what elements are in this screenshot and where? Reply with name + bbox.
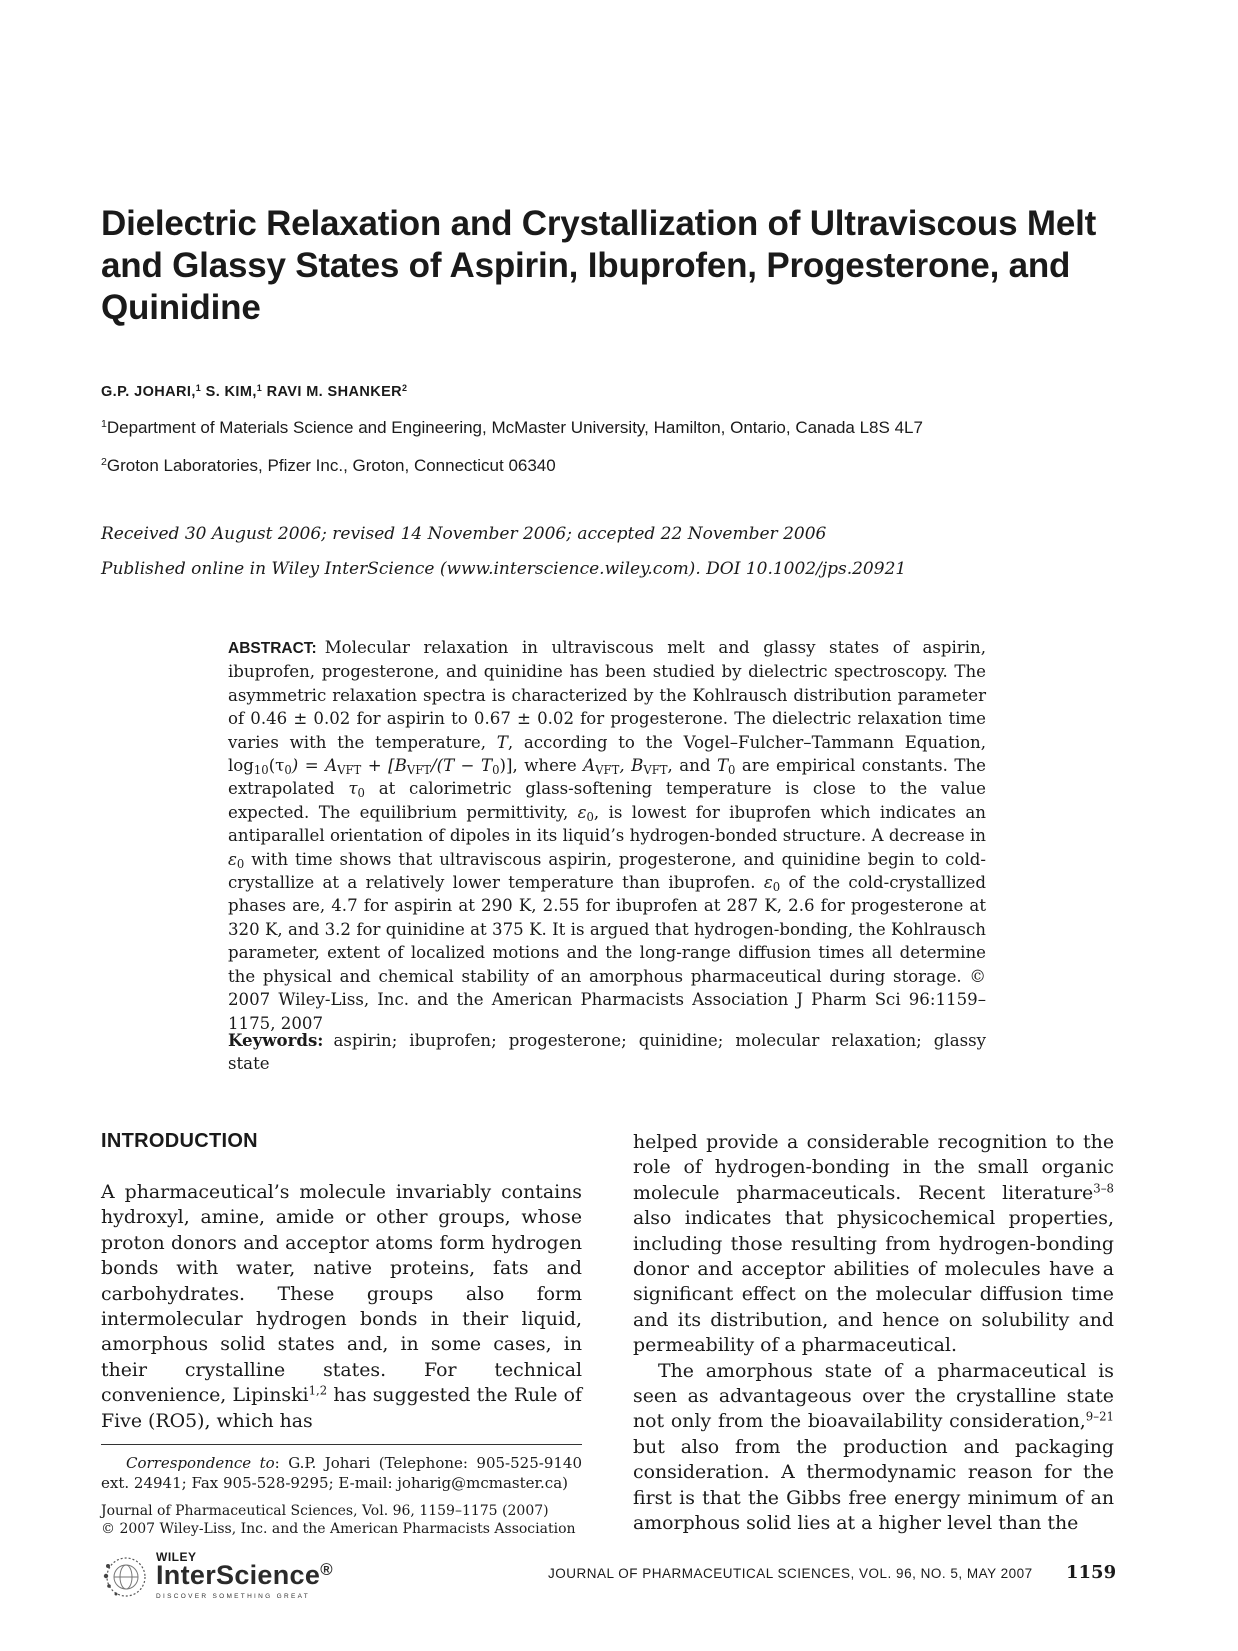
math-subscript: VFT	[643, 762, 668, 777]
logo-tagline: DISCOVER SOMETHING GREAT	[156, 1593, 311, 1600]
body-text: but also from the production and packaging consideration. A thermodynamic reason for the first is that the Gibbs free energy minimum of an amorphous solid lies at a higher level than the	[633, 1435, 1114, 1535]
abstract-text: , and	[667, 756, 717, 776]
math-symbol: (τ	[268, 756, 285, 776]
abstract-text: are empirical constants. The extrapolated	[228, 756, 987, 799]
author-name: RAVI M. SHANKER	[266, 384, 403, 400]
abstract-text: , according to the Vogel–Fulcher–Tammann Equation, log	[228, 732, 986, 776]
math-subscript: 0	[236, 856, 245, 871]
body-column-left	[101, 1180, 582, 1434]
abstract-text: , where	[512, 756, 584, 776]
body-text: has suggested the Rule of Five (RO5), which has	[101, 1384, 582, 1432]
math-symbol: ε	[228, 849, 237, 869]
logo-wiley-text: WILEY	[156, 1550, 197, 1564]
math-symbol: + [B	[361, 756, 407, 776]
author-list	[101, 384, 407, 400]
body-text: helped provide a considerable recognition to the role of hydrogen-bonding in the small organic molecule pharmaceuticals. Recent literature	[633, 1131, 1114, 1204]
citation-ref: 3–8	[1093, 1181, 1114, 1196]
affiliation-marker: 2	[402, 383, 408, 394]
publication-info: Published online in Wiley InterScience (www.interscience.wiley.com). DOI 10.1002/jps.20921	[101, 559, 907, 579]
math-symbol: ε	[577, 802, 587, 822]
received-dates: Received 30 August 2006; revised 14 November 2006; accepted 22 November 2006	[101, 524, 827, 544]
math-symbol: ) = A	[291, 756, 338, 776]
abstract	[228, 636, 986, 1035]
affiliation-marker: 1	[195, 383, 202, 394]
abstract-text: , is lowest for ibuprofen which indicates an antiparallel orientation of dipoles in its liquid’s hydrogen-bonded structure. A decrease in	[228, 802, 986, 846]
page-number: 1159	[1066, 1562, 1117, 1583]
citation-ref: 1,2	[308, 1383, 328, 1398]
body-text: The amorphous state of a pharmaceutical is seen as advantageous over the crystalline state not only from the bioavailability consideration,	[633, 1359, 1114, 1433]
math-symbol: T	[496, 732, 508, 752]
body-paragraph	[633, 1130, 1114, 1359]
affiliation-marker: 2	[101, 456, 107, 469]
math-symbol: T	[716, 756, 729, 776]
math-subscript: VFT	[337, 762, 362, 777]
affiliation-marker: 1	[256, 383, 263, 394]
journal-citation	[101, 1502, 582, 1538]
math-subscript: 0	[357, 786, 365, 801]
affiliation-text: Department of Materials Science and Engineering, McMaster University, Hamilton, Ontario, Canada L8S 4L7	[106, 418, 923, 437]
correspondence-footnote	[101, 1453, 582, 1493]
body-paragraph	[633, 1359, 1114, 1537]
math-symbol: τ	[348, 779, 358, 799]
abstract-text: of the cold-crystallized phases are, 4.7 for aspirin at 290 K, 2.55 for ibuprofen at 287 K, 2.6 for progesterone at 320 K, and 3.2 for quinidine at 375 K. It is argued that hydrogen-bonding, the Kohlrausch parameter, extent of localized motions and the long-range diffusion times all determine the physical and chemical stability of an amorphous pharmaceutical during storage. © 2007 Wiley-Liss, Inc. and the American Pharmacists Association J Pharm Sci 96:1159–1175, 2007	[228, 873, 986, 1033]
abstract-text: Molecular relaxation in ultraviscous melt and glassy states of aspirin, ibuprofen, progesterone, and quinidine has been studied by dielectric spectroscopy. The asymmetric relaxation spectra is characterized by the Kohlrausch distribution parameter of 0.46 ± 0.02 for aspirin to 0.67 ± 0.02 for progesterone. The dielectric relaxation time varies with the temperature,	[228, 638, 986, 752]
journal-line: Journal of Pharmaceutical Sciences, Vol. 96, 1159–1175 (2007)	[101, 1503, 549, 1519]
body-text: also indicates that physicochemical properties, including those resulting from hydrogen-bonding donor and acceptor abilities of molecules have a significant effect on the molecular diffusion time and its distribution, and hence on solubility and permeability of a pharmaceutical.	[633, 1207, 1114, 1357]
keywords-text: aspirin; ibuprofen; progesterone; quinidine; molecular relaxation; glassy state	[228, 1031, 986, 1074]
body-paragraph	[101, 1180, 582, 1434]
abstract-text: at calorimetric glass-softening temperature is close to the value expected. The equilibrium permittivity,	[228, 779, 986, 822]
affiliation	[101, 456, 556, 476]
globe-icon	[100, 1552, 154, 1602]
math-subscript: 0	[728, 762, 736, 777]
body-column-right	[633, 1130, 1114, 1537]
section-heading: INTRODUCTION	[101, 1130, 258, 1152]
affiliation-marker: 1	[101, 418, 107, 431]
footnote-label: Correspondence to	[126, 1454, 275, 1472]
logo-interscience-text	[156, 1560, 333, 1591]
abstract-label: ABSTRACT:	[228, 640, 317, 657]
affiliation-text: Groton Laboratories, Pfizer Inc., Groton, Connecticut 06340	[106, 456, 556, 475]
footnote-divider	[101, 1444, 582, 1445]
paper-title: Dielectric Relaxation and Crystallization of Ultraviscous Melt and Glassy States of Aspirin, Ibuprofen, Progesterone, and Quinidine	[101, 204, 1097, 327]
abstract-text: with time shows that ultraviscous aspirin, progesterone, and quinidine begin to cold-crystallize at a relatively lower temperature than ibuprofen.	[228, 849, 986, 893]
registered-mark: ®	[320, 1559, 333, 1579]
math-symbol: ε	[763, 873, 773, 893]
author-name: G.P. JOHARI,	[101, 384, 196, 400]
math-subscript: 0	[492, 762, 500, 777]
footnote-text: : G.P. Johari (Telephone: 905-525-9140 ext. 24941; Fax 905-528-9295; E-mail: joharig@mcmaster.ca)	[101, 1454, 582, 1492]
math-symbol: )]	[499, 756, 513, 776]
math-symbol: , B	[619, 756, 644, 776]
math-subscript: VFT	[406, 762, 432, 777]
math-subscript: 0	[586, 809, 594, 824]
math-subscript: 0	[284, 762, 292, 777]
math-symbol: A	[583, 756, 596, 776]
author-name: S. KIM,	[205, 384, 257, 400]
copyright-line: © 2007 Wiley-Liss, Inc. and the American Pharmacists Association	[101, 1521, 576, 1537]
math-subscript: 10	[253, 762, 269, 777]
affiliation	[101, 418, 923, 438]
citation-ref: 9–21	[1085, 1410, 1114, 1425]
math-subscript: VFT	[595, 762, 620, 777]
keywords-label: Keywords:	[228, 1030, 324, 1050]
wiley-interscience-logo	[100, 1550, 350, 1602]
keywords	[228, 1029, 986, 1076]
running-footer: JOURNAL OF PHARMACEUTICAL SCIENCES, VOL. 96, NO. 5, MAY 2007	[548, 1566, 1033, 1581]
math-symbol: /(T − T	[431, 756, 493, 776]
logo-wordmark: InterScience	[156, 1560, 321, 1590]
body-text: A pharmaceutical’s molecule invariably contains hydroxyl, amine, amide or other groups, whose proton donors and acceptor atoms form hydrogen bonds with water, native proteins, fats and carbohydrates. These groups also form intermolecular hydrogen bonds in their liquid, amorphous solid states and, in some cases, in their crystalline states. For technical convenience, Lipinski	[101, 1181, 582, 1407]
math-subscript: 0	[772, 879, 781, 894]
